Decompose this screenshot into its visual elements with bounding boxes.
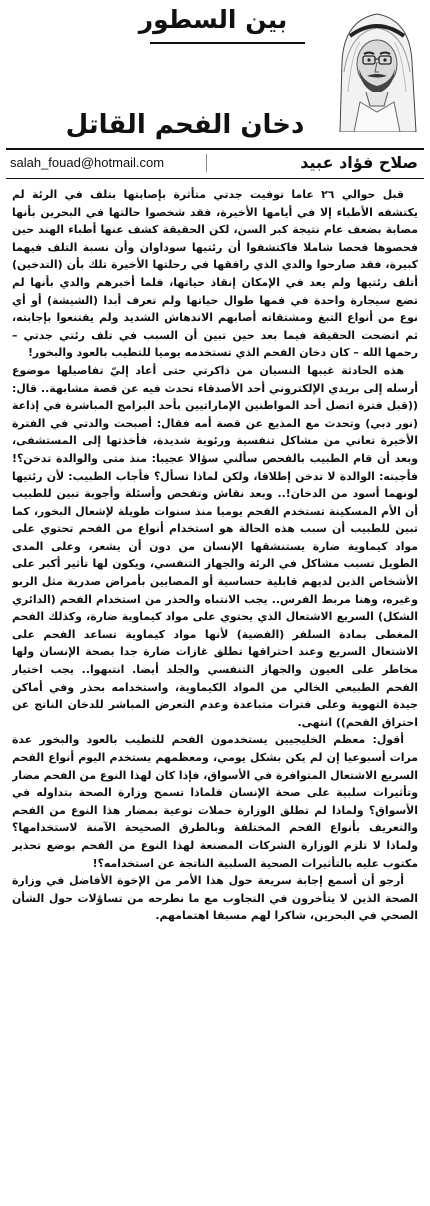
article-paragraph: هذه الحادثة غيبها النسيان من ذاكرتي حتى أعاد إليّ تفاصيلها موضوع أرسله إلى بريدي الإلكتروني أحد الأصدقاء تحدث فيه عن قصة مشابهة.. قال: ((قبل فترة اتصل أحد المواطنين الإماراتيين بأحد البرامج المباشرة في إذاعة (نور دبي) وتحدث مع المذيع عن قصة أمه فقال: أصبحت والدتي في الفترة الأخيرة تعاني من مشاكل تنفسية ورئوية شديدة، فأخذتها إلى المستشفى، وبعد أن قام الطبيب بالفحص سألني سؤالا عجيبا: منذ متى والوالدة تدخن؟! فأجبته: الوالدة لا تدخن إطلاقا، ولكن لماذا تسأل؟ فأجاب الطبيب: لأن رئتيها لونهما أسود من الدخان!.. وبعد نقاش وتفحص وأسئلة وأجوبة تبين للطبيب أن الأم المسكينة تستخدم الفحم يوميا منذ سنوات طويلة لإشعال البخور، كما تبين للطبيب أن سبب هذه الحالة هو استخدام أنواع من الفحم تحتوي على مواد كيماوية ضارة يستنشقها الإنسان من دون أن يشعر، وعلى المدى الطويل تسبب مشاكل في الرئة والجهاز التنفسي، ويكون لها تأثير أكبر على الأشخاص الذين لديهم قابلية حساسية أو المصابين بأمراض صدرية مثل الربو وغيره، وهنا مربط الفرس.. يجب الانتباه والحذر من استخدام الفحم (الدائري الشكل) السريع الاشتعال الذي يحتوي على مواد كيماوية ضارة، وكذلك الفحم المغطى بمادة السلفر (الفضية) لأنها مواد كيماوية تساعد الفحم على الاشتعال السريع وعند احتراقها تطلق غازات ضارة جدا بصحة الإنسان ولها مخاطر على العيون والجهاز التنفسي والجلد أيضا. انتبهوا.. يجب اختيار الفحم الطبيعي الخالي من المواد الكيماوية، واستخدامه بحذر وفي أماكن جيدة التهوية وعلى فترات متباعدة وعدم التعرض المباشر للدخان الناتج عن احتراق الفحم)) انتهى. <box>12 363 418 729</box>
article-header <box>0 0 430 178</box>
author-portrait <box>330 2 424 132</box>
byline-divider <box>206 154 207 172</box>
article-paragraph: أقول: معظم الخليجيين يستخدمون الفحم للتطيب بالعود والبخور عدة مرات أسبوعيا إن لم يكن بشكل يومي، ومعظمهم يستخدم اليوم أنواع الفحم السريع الاشتعال المتوافرة في الأسواق، فإذا كان لهذا النوع من الفحم مضار وتأثيرات سلبية على صحة الإنسان فلماذا تسمح وزارة الصحة بتداوله في الأسواق؟ ولماذا لم تطلق الوزارة حملات توعية بمضار هذا النوع من الفحم والتعريف بأنواع الفحم المختلفة وبالطرق الصحيحة الآمنة لاستخدامها؟ ولماذا لا تلزم الوزارة الشركات المصنعة لهذا النوع من الفحم بوضع تحذير مكتوب عليه بالتأثيرات الصحية السلبية الناتجة عن استخدامه؟! <box>12 733 418 870</box>
byline-bar <box>6 148 424 179</box>
article-paragraph: أرجو أن أسمع إجابة سريعة حول هذا الأمر من الإخوة الأفاضل في وزارة الصحة الذين لا يتأخرون في التجاوب مع ما نطرحه من تساؤلات حول الشأن الصحي في البحرين، شاكرا لهم مسبقا اهتمامهم. <box>12 874 418 923</box>
column-name-underline <box>150 42 305 44</box>
author-portrait-icon <box>330 2 424 132</box>
column-name: بين السطور <box>138 5 288 34</box>
author-name: صلاح فؤاد عبيد <box>300 153 418 172</box>
article-paragraph: قبل حوالي ٢٦ عاما توفيت جدتي متأثرة بإصابتها بتلف في الرئة لم يكتشفه الأطباء إلا في أيامها الأخيرة، فقد شخصوا حالتها في البحرين بأنها مصابة بضعف عام نتيجة كبر السن، لكن الحقيقة كشف عنها أطباء الهند حين فحصوها فحصا شاملا فاكتشفوا أن رئتيها سوداوان وأن نسبة التلف فيهما كبيرة، فقد صارحوا والدي الذي رافقها في رحلتها الأخيرة تلك بأن (التدخين) أتلف رئتيها ولم يعد في الإمكان إنقاذ حياتها، فلما أخبرهم والدي بأنها لم تضع سيجارة واحدة في فمها طوال حياتها ولم تعرف أبدا (الشيشة) أو أي نوع من أنواع التبغ ومشتقاته أصابهم الاندهاش الشديد ولم يقتنعوا بإجابته، ثم اتضحت الحقيقة فيما بعد حين تبين أن السبب في تلف رئتي جدتي – رحمها الله – كان دخان الفحم الذي تستخدمه يوميا للتطيب بالعود والبخور! <box>12 188 418 360</box>
article-body <box>12 186 418 1198</box>
article-title: دخان الفحم القاتل <box>65 110 305 140</box>
author-email[interactable]: salah_fouad@hotmail.com <box>10 155 165 170</box>
